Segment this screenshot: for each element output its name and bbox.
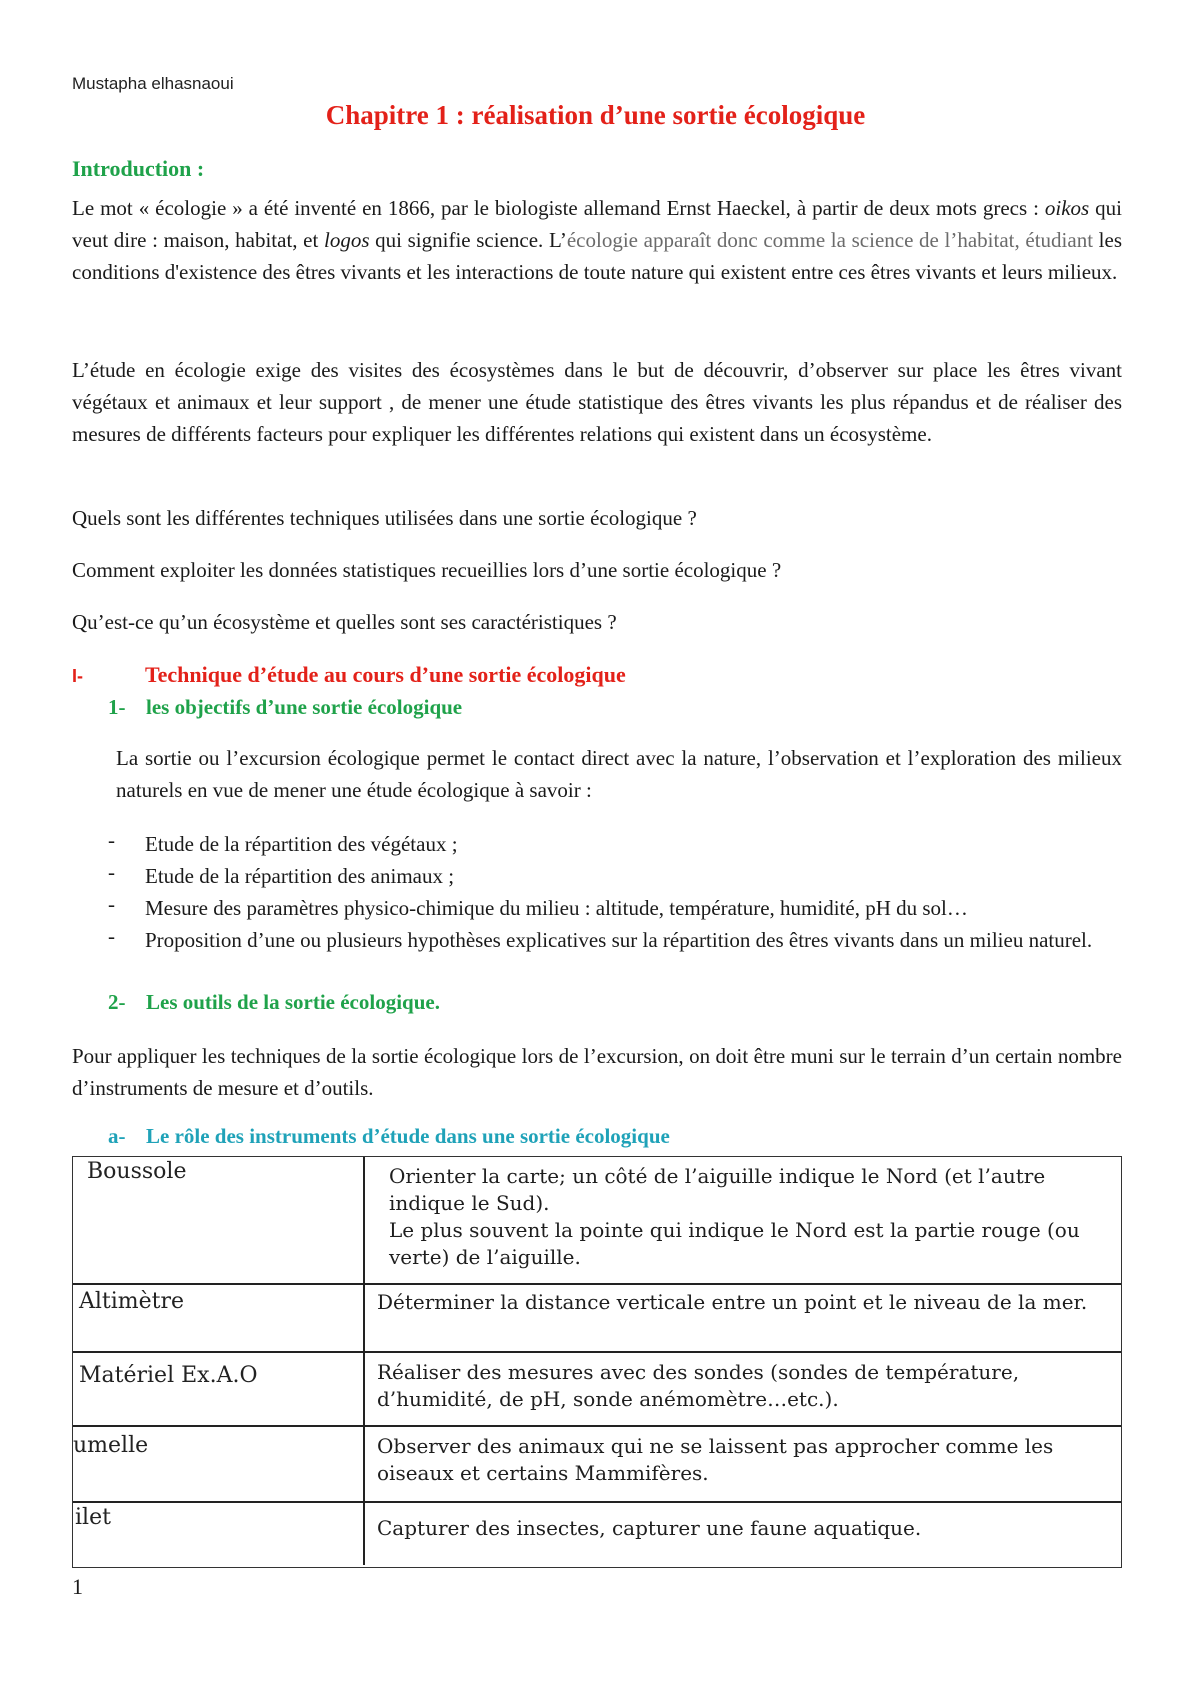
- bullet-item-2: Etude de la répartition des animaux ;: [145, 864, 455, 888]
- subsection-a-number: a-: [108, 1124, 126, 1148]
- instrument-role: Observer des animaux qui ne se laissent pas approcher comme les oiseaux et certains Mammifères.: [377, 1434, 1054, 1485]
- bullet-dash: -: [108, 860, 115, 884]
- table-row: [73, 1157, 1121, 1285]
- tools-paragraph: Pour appliquer les techniques de la sortie écologique lors de l’excursion, on doit être muni sur le terrain d’un certain nombre d’instruments de mesure et d’outils.: [72, 1044, 1122, 1100]
- subsection-a-heading: Le rôle des instruments d’étude dans une sortie écologique: [146, 1124, 670, 1148]
- chapter-title: Chapitre 1 : réalisation d’une sortie écologique: [325, 100, 866, 130]
- intro-heading: Introduction :: [72, 156, 205, 181]
- table-row: [73, 1283, 1121, 1353]
- page-number: 1: [72, 1574, 83, 1599]
- table-row: [73, 1501, 1121, 1565]
- instrument-role: Orienter la carte; un côté de l’aiguille indique le Nord (et l’autre indique le Sud). Le plus souvent la pointe qui indique le Nord est la partie rouge (ou verte) de l’aiguille.: [389, 1164, 1080, 1269]
- column-divider: [363, 1351, 365, 1425]
- objectives-paragraph: La sortie ou l’excursion écologique permet le contact direct avec la nature, l’observation et l’exploration des milieux naturels en vue de mener une étude écologique à savoir :: [116, 746, 1122, 802]
- section-1-heading: Technique d’étude au cours d’une sortie écologique: [145, 662, 626, 687]
- intro-paragraph-1: Le mot « écologie » a été inventé en 1866, par le biologiste allemand Ernst Haeckel, à partir de deux mots grecs : oikos qui veut dire : maison, habitat, et logos qui signifie science. L’écologie apparaît donc comme la science de l’habitat, étudiant les conditions d'existence des êtres vivants et les interactions de toute nature qui existent entre ces êtres vivants et leurs milieux.: [72, 196, 1122, 284]
- instrument-role: Capturer des insectes, capturer une faune aquatique.: [377, 1516, 922, 1540]
- table-row: [73, 1425, 1121, 1503]
- question-2: Comment exploiter les données statistiques recueillies lors d’une sortie écologique ?: [72, 558, 782, 582]
- table-row: [73, 1351, 1121, 1427]
- subsection-1-number: 1-: [108, 695, 126, 719]
- instrument-role: Déterminer la distance verticale entre un point et le niveau de la mer.: [377, 1290, 1088, 1314]
- bullet-item-1: Etude de la répartition des végétaux ;: [145, 832, 458, 856]
- column-divider: [363, 1157, 365, 1283]
- subsection-1-heading: les objectifs d’une sortie écologique: [146, 695, 463, 719]
- question-1: Quels sont les différentes techniques utilisées dans une sortie écologique ?: [72, 506, 697, 530]
- subsection-2-number: 2-: [108, 990, 126, 1014]
- bullet-dash: -: [108, 924, 115, 948]
- section-1-number: I-: [72, 666, 83, 686]
- bullet-item-4: Proposition d’une ou plusieurs hypothèses explicatives sur la répartition des êtres vivants dans un milieu naturel.: [145, 928, 1093, 952]
- bullet-dash: -: [108, 892, 115, 916]
- question-3: Qu’est-ce qu’un écosystème et quelles sont ses caractéristiques ?: [72, 610, 617, 634]
- instrument-name: ilet: [75, 1505, 111, 1530]
- column-divider: [363, 1283, 365, 1351]
- intro-paragraph-2: L’étude en écologie exige des visites des écosystèmes dans le but de découvrir, d’observer sur place les êtres vivant végétaux et animaux et leur support , de mener une étude statistique des êtres vivants les plus répandus et de réaliser des mesures de différents facteurs pour expliquer les différentes relations qui existent dans un écosystème.: [72, 358, 1122, 446]
- instrument-name: Altimètre: [79, 1289, 185, 1314]
- instrument-role: Réaliser des mesures avec des sondes (sondes de température, d’humidité, de pH, sonde anémomètre…etc.).: [377, 1360, 1020, 1411]
- subsection-2-heading: Les outils de la sortie écologique.: [146, 990, 440, 1014]
- column-divider: [363, 1425, 365, 1501]
- bullet-dash: -: [108, 828, 115, 852]
- instrument-name: Matériel Ex.A.O: [79, 1363, 258, 1388]
- author-name: Mustapha elhasnaoui: [72, 74, 234, 93]
- instrument-name: umelle: [73, 1433, 149, 1458]
- column-divider: [363, 1501, 365, 1565]
- instruments-table: [72, 1156, 1122, 1568]
- bullet-item-3: Mesure des paramètres physico-chimique du milieu : altitude, température, humidité, pH du sol…: [145, 896, 968, 920]
- instrument-name: Boussole: [87, 1159, 187, 1184]
